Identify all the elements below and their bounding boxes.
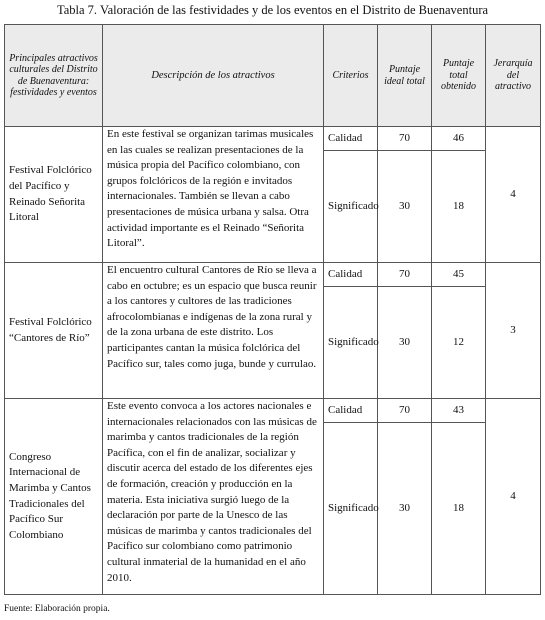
criteria-label: Significado — [324, 423, 378, 595]
criteria-label: Calidad — [324, 399, 378, 423]
obtained-score: 46 — [432, 127, 486, 151]
obtained-score: 12 — [432, 287, 486, 399]
obtained-score: 18 — [432, 423, 486, 595]
obtained-score: 18 — [432, 151, 486, 263]
source-note: Fuente: Elaboración propia. — [4, 604, 110, 614]
table-row — [5, 127, 541, 151]
hierarchy-value: 4 — [486, 127, 541, 263]
header-main: Principales atractivos culturales del Distrito de Buenaventura: festividades y eventos — [5, 25, 103, 127]
table-row — [5, 263, 541, 287]
header-ideal-score: Puntaje ideal total — [378, 25, 432, 127]
hierarchy-value: 3 — [486, 263, 541, 399]
ideal-score: 70 — [378, 127, 432, 151]
ideal-score: 30 — [378, 151, 432, 263]
header-obtained-score: Puntaje total obtenido — [432, 25, 486, 127]
attraction-description: En este festival se organizan tarimas musicales en las cuales se realizan presentaciones de la música propia del Pacífico colombiano, con grupos folclóricos de la región e invitados internacionales. También se llevan a cabo presentaciones de música urbana y salsa. Otra actividad importante es el Reinado “Señorita Litoral”. — [103, 127, 324, 263]
criteria-label: Significado — [324, 287, 378, 399]
ideal-score: 30 — [378, 287, 432, 399]
criteria-label: Significado — [324, 151, 378, 263]
table-row — [5, 399, 541, 423]
criteria-label: Calidad — [324, 127, 378, 151]
table-title: Tabla 7. Valoración de las festividades y de los eventos en el Distrito de Buenaventura — [56, 3, 489, 17]
ideal-score: 70 — [378, 399, 432, 423]
header-description: Descripción de los atractivos — [103, 25, 324, 127]
attraction-name: Festival Folclórico del Pacífico y Reinado Señorita Litoral — [5, 127, 103, 263]
attraction-name: Festival Folclórico “Cantores de Río” — [5, 263, 103, 399]
criteria-label: Calidad — [324, 263, 378, 287]
attraction-description: Este evento convoca a los actores nacionales e internacionales relacionados con las músicas de marimba y cantos tradicionales de la región Pacífica, con el fin de analizar, socializar y discutir acerca del estado de los diferentes ejes de formación, creación y producción en la materia. Esta iniciativa surgió luego de la declaración por parte de la Unesco de las músicas de marimba y cantos tradicionales del Pacífico sur colombiano como patrimonio cultural inmaterial de la humanidad en el año 2010. — [103, 399, 324, 595]
obtained-score: 45 — [432, 263, 486, 287]
header-hierarchy: Jerarquía del atractivo — [486, 25, 541, 127]
ideal-score: 70 — [378, 263, 432, 287]
attraction-name: Congreso Internacional de Marimba y Cantos Tradicionales del Pacífico Sur Colombiano — [5, 399, 103, 595]
ideal-score: 30 — [378, 423, 432, 595]
attraction-description: El encuentro cultural Cantores de Río se lleva a cabo en octubre; es un espacio que busca reunir a los cantores y cultores de las tradiciones afrocolombianas e indígenas de la zona rural y de la zona urbana de este distrito. Los participantes cantan la música folclórica del Pacífico sur, tales como juga, bunde y currulao. — [103, 263, 324, 399]
header-row — [5, 25, 541, 127]
hierarchy-value: 4 — [486, 399, 541, 595]
header-criteria: Criterios — [324, 25, 378, 127]
obtained-score: 43 — [432, 399, 486, 423]
festivities-table — [4, 24, 541, 595]
